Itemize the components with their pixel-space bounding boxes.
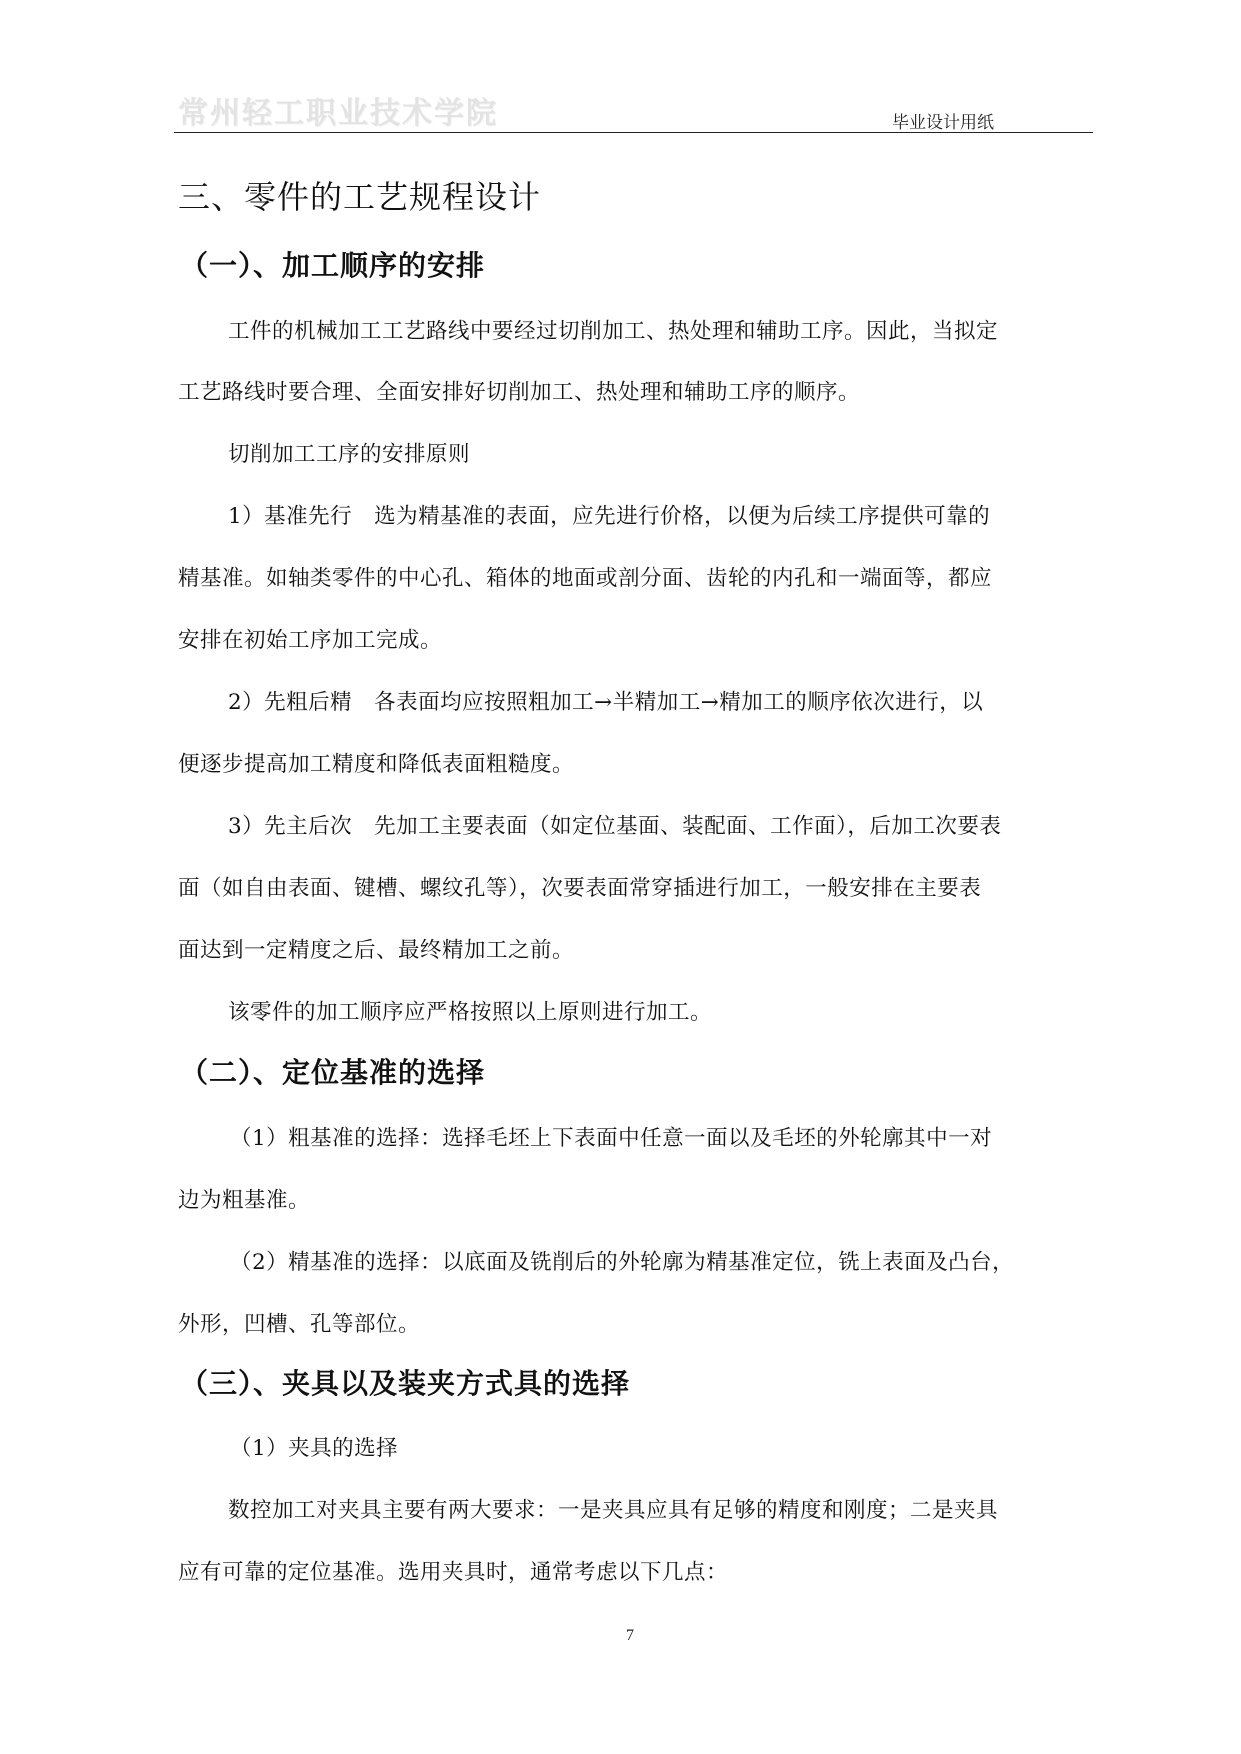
part1-principles-heading: 切削加工工序的安排原则 bbox=[228, 442, 471, 467]
part3-item1-heading: （1）夹具的选择 bbox=[230, 1436, 399, 1461]
part1-rule3-line3: 面达到一定精度之后、最终精加工之前。 bbox=[178, 938, 575, 963]
part2-item1-line2: 边为粗基准。 bbox=[178, 1188, 311, 1213]
part3-title: （三）、夹具以及装夹方式具的选择 bbox=[180, 1367, 631, 1400]
header-rule bbox=[174, 132, 1093, 133]
part2-item2-line2: 外形，凹槽、孔等部位。 bbox=[178, 1312, 421, 1337]
part2-item1-line1: （1）粗基准的选择：选择毛坯上下表面中任意一面以及毛坯的外轮廓其中一对 bbox=[230, 1126, 993, 1151]
part1-title: （一）、加工顺序的安排 bbox=[180, 249, 486, 282]
header-logo-watermark: 常州轻工职业技术学院 bbox=[178, 96, 498, 131]
part2-item2-line1: （2）精基准的选择：以底面及铣削后的外轮廓为精基准定位，铣上表面及凸台， bbox=[230, 1250, 1015, 1275]
page-number: 7 bbox=[626, 1627, 634, 1644]
header-caption: 毕业设计用纸 bbox=[892, 113, 994, 133]
part3-para-line1: 数控加工对夹具主要有两大要求：一是夹具应具有足够的精度和刚度；二是夹具 bbox=[228, 1498, 999, 1523]
part1-intro-line1: 工件的机械加工工艺路线中要经过切削加工、热处理和辅助工序。因此，当拟定 bbox=[228, 319, 999, 344]
part1-rule1-line1: 1）基准先行 选为精基准的表面，应先进行价格，以便为后续工序提供可靠的 bbox=[228, 504, 991, 529]
part1-rule2-line1: 2）先粗后精 各表面均应按照粗加工→半精加工→精加工的顺序依次进行，以 bbox=[228, 690, 984, 715]
section-title: 三、零件的工艺规程设计 bbox=[178, 178, 542, 216]
part1-rule1-line2: 精基准。如轴类零件的中心孔、箱体的地面或剖分面、齿轮的内孔和一端面等，都应 bbox=[178, 566, 993, 591]
part2-title: （二）、定位基准的选择 bbox=[180, 1056, 486, 1089]
part1-intro-line2: 工艺路线时要合理、全面安排好切削加工、热处理和辅助工序的顺序。 bbox=[178, 380, 861, 405]
part1-rule3-line2: 面（如自由表面、键槽、螺纹孔等），次要表面常穿插进行加工，一般安排在主要表 bbox=[178, 876, 982, 901]
part1-rule2-line2: 便逐步提高加工精度和降低表面粗糙度。 bbox=[178, 752, 575, 777]
part1-conclusion: 该零件的加工顺序应严格按照以上原则进行加工。 bbox=[228, 1000, 713, 1025]
part3-para-line2: 应有可靠的定位基准。选用夹具时，通常考虑以下几点： bbox=[178, 1560, 729, 1585]
part1-rule1-line3: 安排在初始工序加工完成。 bbox=[178, 628, 443, 653]
part1-rule3-line1: 3）先主后次 先加工主要表面（如定位基面、装配面、工作面），后加工次要表 bbox=[228, 814, 1002, 839]
